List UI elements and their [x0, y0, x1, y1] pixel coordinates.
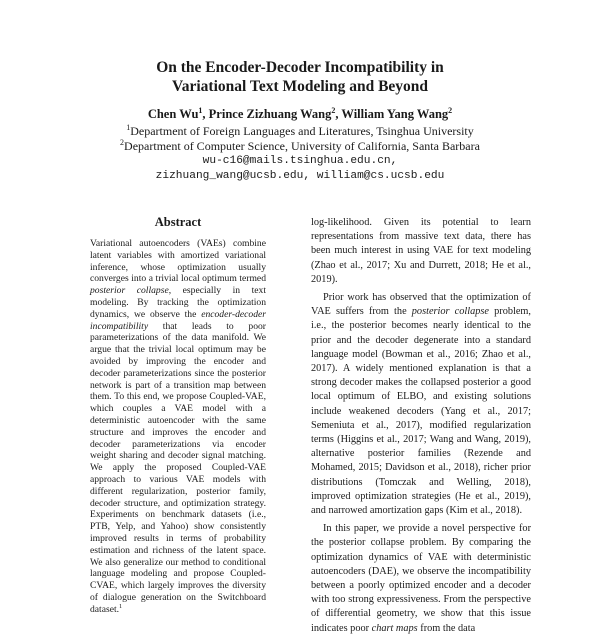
abstract-emphasis: encoder-decoder incompatibility — [90, 308, 266, 332]
author-separator: , — [202, 107, 209, 121]
abstract-heading: Abstract — [154, 215, 202, 229]
footnote-mark: 1 — [119, 602, 123, 610]
paragraph: log-likelihood. Given its potential to learn representations from massive text data, there has been much interest in using VAE for text modeling (Zhao et al., 2017; Xu and Durrett, 2018; He et al., 2019). — [311, 217, 531, 285]
paragraph-emphasis: chart maps — [371, 622, 418, 634]
author-affil-mark: 2 — [331, 105, 336, 115]
affil-text: Department of Computer Science, University of California, Santa Barbara — [124, 139, 480, 153]
paragraph-text: Prior work has observed that the optimization of VAE suffers from the — [311, 292, 531, 318]
paragraph-text: In this paper, we provide a novel perspective for the posterior collapse problem. By comparing the optimization dynamics of VAE with deterministic autoencoders (DAE), we observe the incompatibility between a poorly optimized encoder and a decoder with too strong expressiveness. From the perspective of differential geometry, we show that this issue indicates poor — [311, 523, 531, 634]
email-line-2: zizhuang_wang@ucsb.edu, william@cs.ucsb.edu — [155, 170, 445, 182]
affiliation-2 — [0, 139, 600, 154]
author-separator: , — [335, 107, 342, 121]
paragraph-text: from the data — [417, 622, 476, 634]
abstract-text: that leads to poor parameterizations of the data manifold. We argue that the trivial local optimum may be avoided by improving the encoder and decoder parameterizations since the posterior network is part of a transition map between them. To this end, we propose Coupled-VAE, which couples a VAE model with a deterministic autoencoder with the same structure and improves the encoder and decoder parameterizations via encoder weight sharing and decoder signal matching. We apply the proposed Coupled-VAE approach to various VAE models with different regularization, posterior family, decoder structure, and optimization strategy. Experiments on benchmark datasets (i.e., PTB, Yelp, and Yahoo) show consistently improved results in terms of probability estimation and richness of the latent space. We also generalize our method to conditional language modeling and propose Coupled-CVAE, which largely improves the diversity of dialogue generation on the Switchboard dataset. — [90, 320, 266, 615]
title-line-2: Variational Text Modeling and Beyond — [171, 78, 429, 95]
affiliation-1 — [0, 124, 600, 139]
author-affil-mark: 1 — [198, 105, 203, 115]
paragraph-text: problem, i.e., the posterior becomes nearly identical to the prior and the decoder degenerate into a standard language model (Bowman et al., 2016; Zhao et al., 2017). A widely mentioned explanation is that a strong decoder makes the collapsed posterior a good local optimum of ELBO, and existing solutions include weakened decoders (Yang et al., 2017; Semeniuta et al., 2017), modified regularization terms (Higgins et al., 2017; Wang and Wang, 2019), alternative posterior families (Rezende and Mohamed, 2015; Davidson et al., 2018), richer prior distributions (Tomczak and Welling, 2018), improved optimization strategies (He et al., 2019), and narrowed amortization gaps (Kim et al., 2018). — [311, 306, 531, 517]
paper-title — [0, 58, 600, 96]
author-affil-mark: 2 — [448, 105, 453, 115]
author-list — [0, 107, 600, 122]
abstract-text: Variational autoencoders (VAEs) combine latent variables with amortized variational inference, whose optimization usually converges into a trivial local optimum termed — [90, 238, 266, 285]
intro-column — [311, 216, 531, 636]
title-line-1: On the Encoder-Decoder Incompatibility in — [156, 59, 444, 76]
paragraph-emphasis: posterior collapse — [411, 306, 489, 318]
abstract-body — [90, 238, 266, 616]
abstract-text: , especially in text modeling. By tracking the optimization dynamics, we observe the — [90, 285, 266, 320]
affil-mark: 2 — [120, 138, 125, 147]
author-name: William Yang Wang — [341, 107, 449, 121]
author-name: Chen Wu — [147, 107, 199, 121]
abstract-emphasis: posterior collapse — [90, 285, 169, 297]
author-name: Prince Zizhuang Wang — [208, 107, 332, 121]
email-line-1: wu-c16@mails.tsinghua.edu.cn, — [202, 155, 398, 167]
affil-mark: 1 — [126, 123, 131, 132]
paragraph — [311, 291, 531, 518]
affil-text: Department of Foreign Languages and Literatures, Tsinghua University — [130, 124, 474, 138]
paragraph — [311, 522, 531, 636]
